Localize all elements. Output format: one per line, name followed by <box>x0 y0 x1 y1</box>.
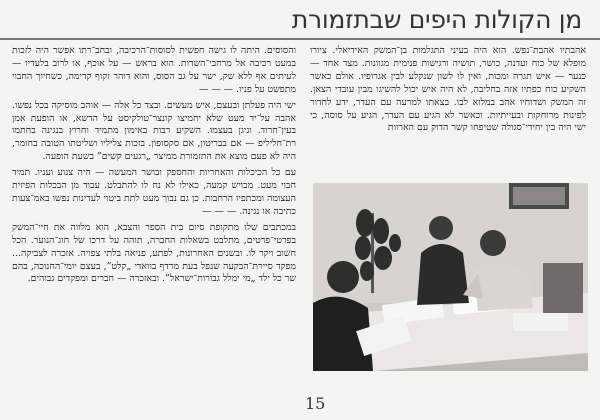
page-number: 15 <box>305 394 326 413</box>
header-bar <box>0 0 600 40</box>
paragraph: ישי היה פעלתן ובעצם, איש מעשים. ובצד כל אלה — אוהב מוסיקה בכל נפשו. אהבה על־יד מעט שלא יחמיצו קונצר־טולקיסט על הדשא, או הופעת אמן בעין־חרוד. וניגן בעצמו. השקיע רבות באימון מתמיד וחרוץ בנגינה בחתמו רת־חליליפ — אם בבריטון, אם סקסופון. בזכות צליליו ושליטתו הטובה בחומר, היה לא פעם מוצא את התזמורת ממיצר „רגעים קשים” בשעת הופעה. <box>12 99 296 163</box>
article-column-right <box>310 45 586 177</box>
paragraph: עם כל הכיכלות והאחריות והחספק ובושר המעשה — היה צנוע ועניו. תמיד חבוי מעט. מבויש קמעה, כאילו לא נח לו להתבלט. עבוד מן הבכלות הפיזית העצומה ומכתפיו הרחבות. כן גם נבוך מעט לתת ביטוי לעדינות נפשו באמ־צעות כתיבה או נגינה. — — — <box>12 167 296 217</box>
photo-illustration <box>313 183 588 371</box>
paragraph: והסוסים. היתה לו גישה חפשית לסוסות־הרכיבה, ובחב־רתו אפשר היה לזכות במעט רכיבה אל מרחבי־השדות. הוא בראש — על אוכף, או לרוב בלעדיו — לעיתים אף ללא שק, ישר על גב הסוס, והוא דוהר זקוף קדימה, כשחיוך החבוי מתפשט על פניו. — — — <box>12 45 296 95</box>
article-column-left <box>12 45 296 397</box>
page-title: מן הקולות היפים שבתזמורת <box>291 5 582 34</box>
paragraph: במכתבים שלו מתקופת סיום בית הספר והצבא, הוא מלווה את חיי־המשק בפרטי־פרטים, מתלבט בשאלות החברה, תוהה על דרכו של חוג־הנוער. הכל חשוב ויקר לו. ובשנים האחרונות, לפתע, פניאה בלתי צפויה. אזכרה לצביקה... מפקד סיירת־הבקעה שנפל בעת מרדף בוואדי „קלט”, בעצם יומי־החנוכה, בהם שר כל ילד „מי ימלל גבורות־ישראל”. ובאזכרה — חברים ומפקדים גבוהים. <box>12 221 296 285</box>
paragraph: אהבתיו אהבת־נפש. הוא היה בעיני התגלמות בן־המשק האידיאלי. ציורו מופלא של כוח ועדנה, כושר, תושיה ורגישות פנימית מגוונות. מצד אחד — כנער — איש תגרה ומכות, ואין לו לשון שנקלע לבין אגרופיו. אולם כאשר השקיע כוח כפתיו אזה בחליבה, לא היה איש יכול להשיגו מבין עובדי הצאן. זה המשק ושדוחיו אהב במלוא לבו. בצאתו למרעה עם העדר, ידע לחדור לפינות מרוחקות ובעייתיות. וכאשר לא הגיע עם העדר, הגיע על סוסה, כי ישי היה בין יחידי־סגולה שטיפחו קשר הדוק עם הארוות <box>310 45 586 134</box>
photo-musicians <box>313 183 588 371</box>
